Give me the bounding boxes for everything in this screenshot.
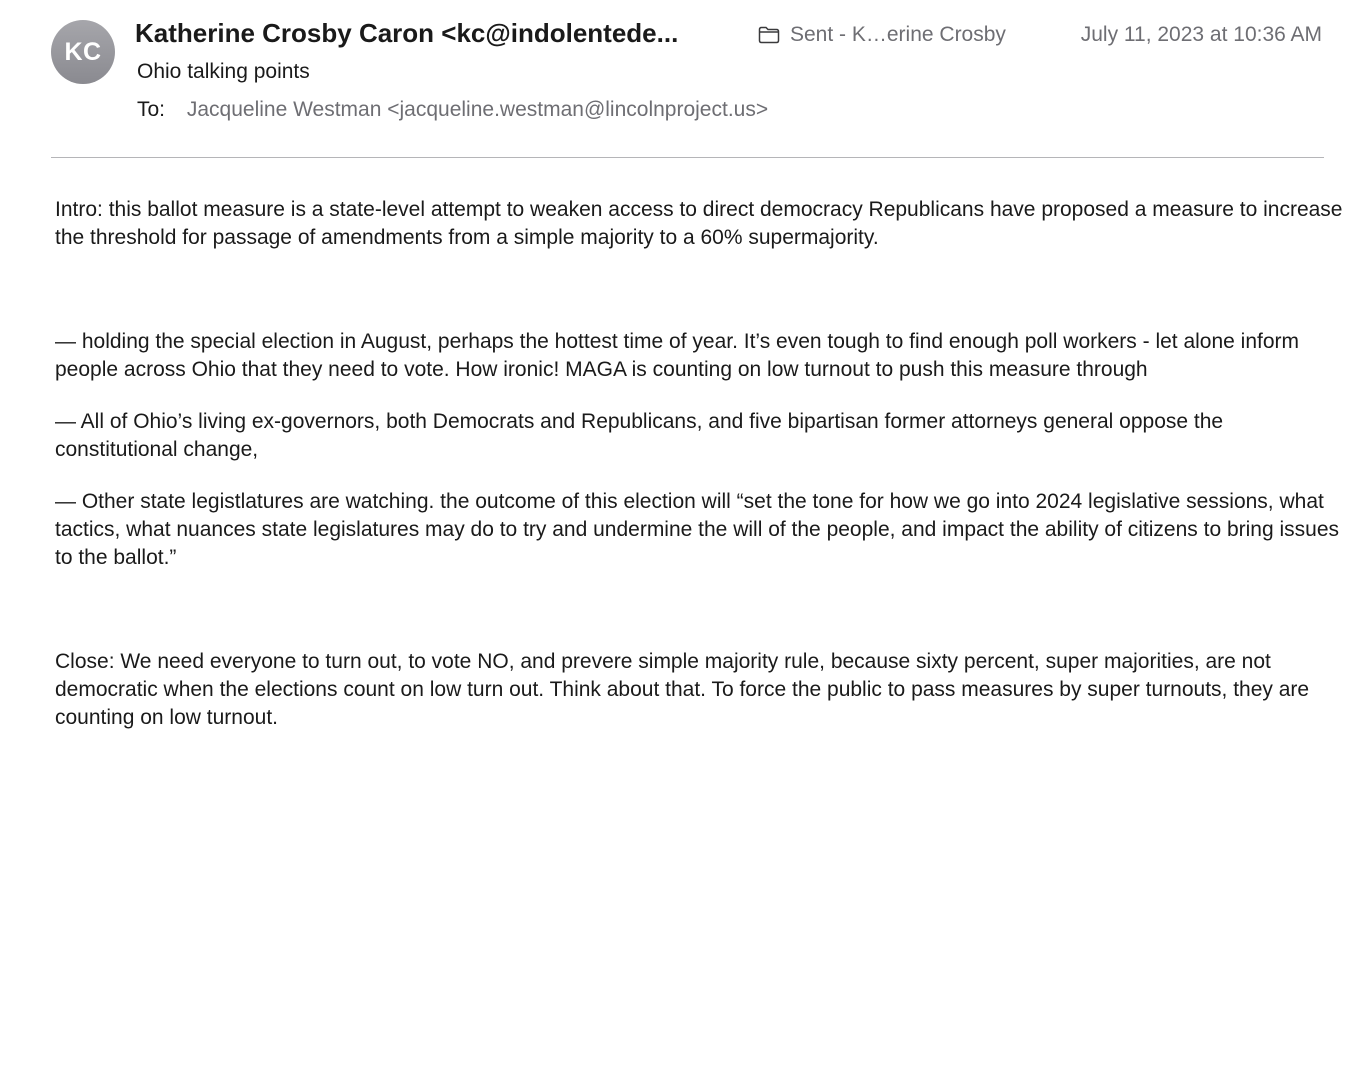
talking-point-paragraph: — holding the special election in August, perhaps the hottest time of year. It’s even tough to find enough poll workers - let alone inform people across Ohio that they need to vote. How ironic! MAGA is counting on low turnout to push this measure through [55, 330, 1300, 381]
avatar: KC [51, 20, 115, 84]
recipient-address[interactable]: Jacqueline Westman <jacqueline.westman@lincolnproject.us> [186, 98, 769, 121]
mailbox-label[interactable] [758, 23, 1006, 47]
message-subject: Ohio talking points [137, 60, 310, 83]
to-label: To: [137, 98, 166, 121]
header-divider [51, 157, 1324, 158]
talking-point-paragraph: — All of Ohio’s living ex-governors, both Democrats and Republicans, and five bipartisan former attorneys general oppose the constitutional change, [55, 410, 1224, 461]
folder-icon [758, 26, 780, 44]
mailbox-name: Sent - K…erine Crosby [790, 23, 1006, 46]
intro-paragraph: Intro: this ballot measure is a state-level attempt to weaken access to direct democracy Republicans have proposed a measure to increase the threshold for passage of amendments from a simple majority to a 60% supermajority. [55, 198, 1343, 249]
message-body [55, 196, 1345, 732]
sender-name[interactable]: Katherine Crosby Caron <kc@indolentede... [135, 18, 679, 48]
recipient-line [137, 98, 768, 122]
message-date: July 11, 2023 at 10:36 AM [1080, 23, 1322, 46]
close-paragraph: Close: We need everyone to turn out, to vote NO, and prevere simple majority rule, because sixty percent, super majorities, are not democratic when the elections count on low turn out. Think about that. To force the public to pass measures by super turnouts, they are counting on low turnout. [55, 650, 1310, 729]
talking-point-paragraph: — Other state legistlatures are watching. the outcome of this election will “set the tone for how we go into 2024 legislative sessions, what tactics, what nuances state legislatures may do to try and undermine the will of the people, and impact the ability of citizens to bring issues to the ballot.” [55, 490, 1340, 569]
